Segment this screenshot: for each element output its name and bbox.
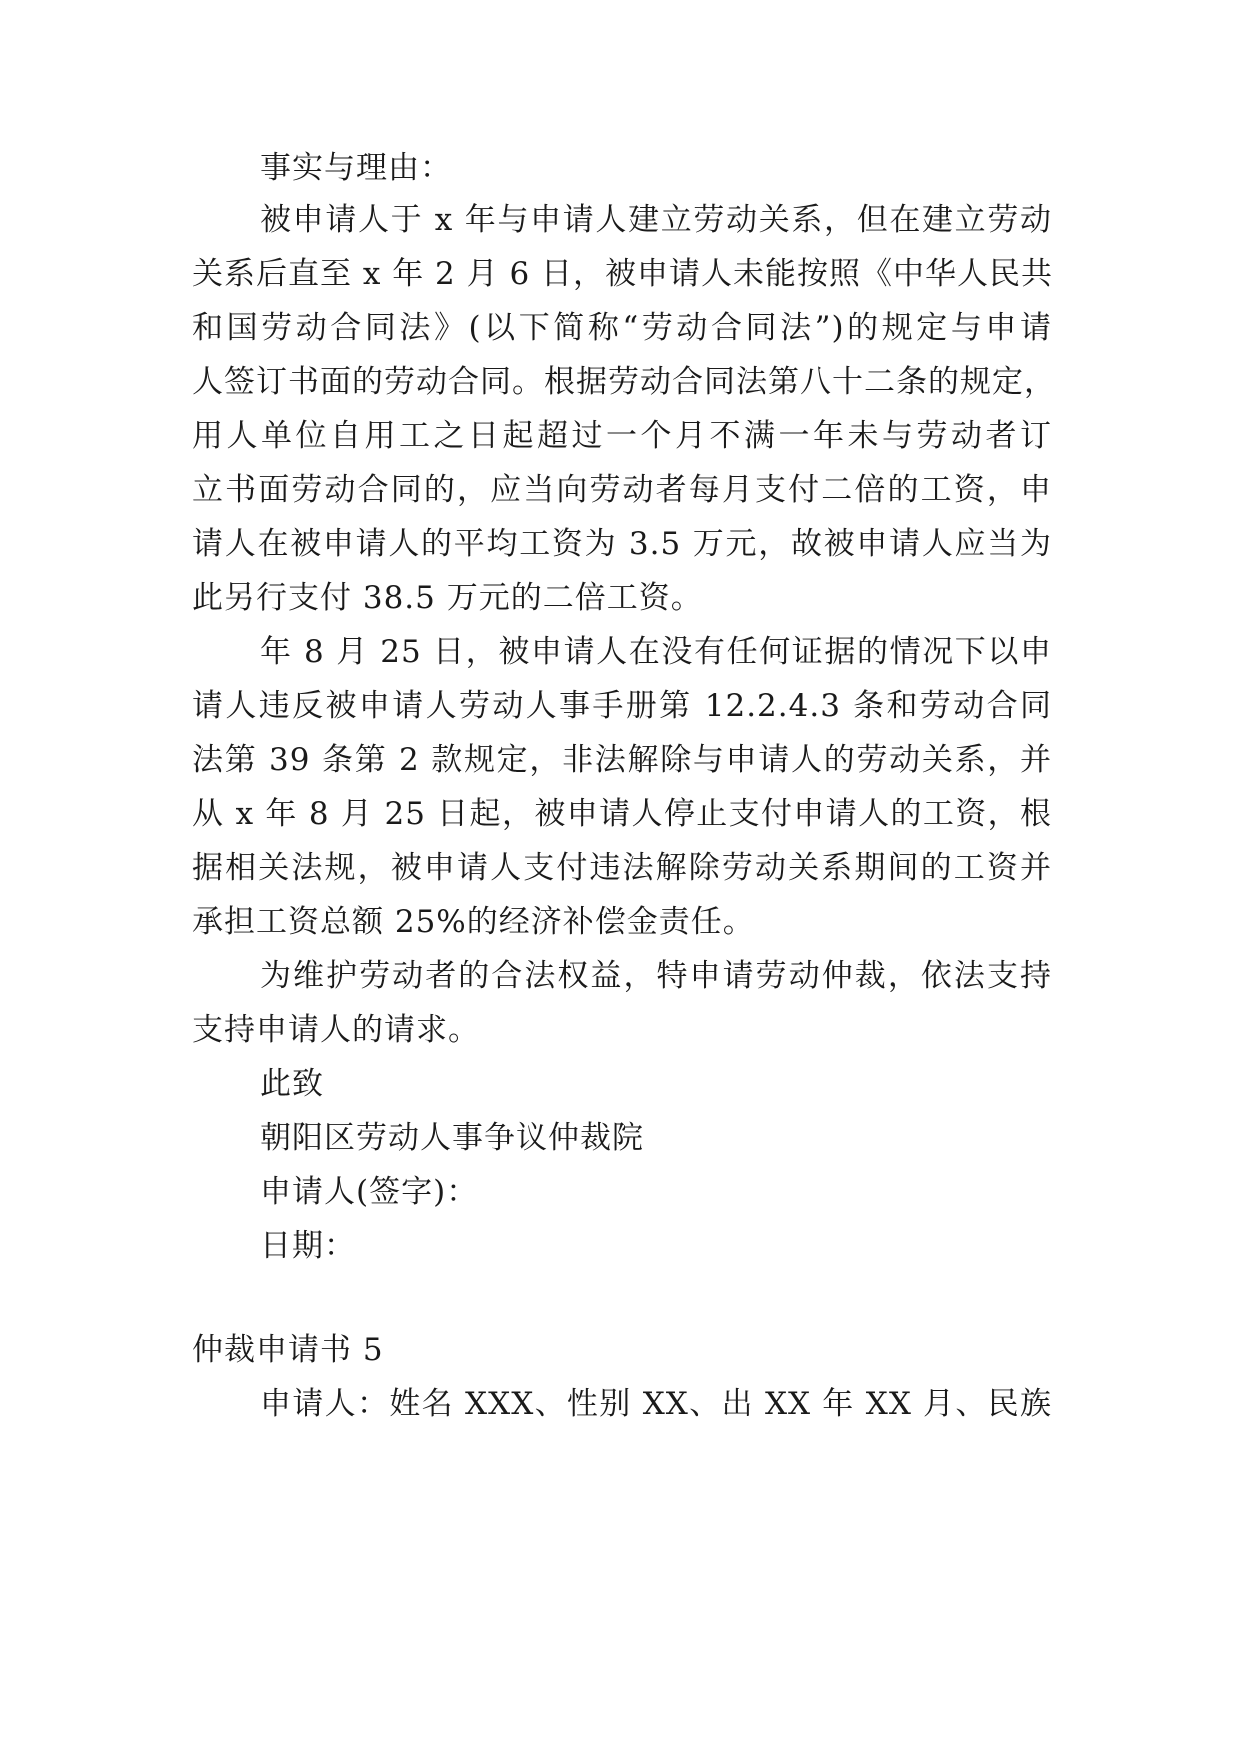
closing-recipient: 朝阳区劳动人事争议仲裁院: [260, 1120, 644, 1156]
paragraph-1-line: 人签订书面的劳动合同。根据劳动合同法第八十二条的规定，: [192, 364, 1056, 400]
paragraph-2-line: 请人违反被申请人劳动人事手册第 12.2.4.3 条和劳动合同: [192, 688, 1052, 724]
date-label: 日期：: [260, 1228, 356, 1264]
next-section-first-line: 申请人：姓名 XXX、性别 XX、出 XX 年 XX 月、民族: [260, 1386, 1052, 1422]
paragraph-3-line: 为维护劳动者的合法权益，特申请劳动仲裁，依法支持: [260, 958, 1052, 994]
paragraph-3-line: 支持申请人的请求。: [192, 1012, 480, 1048]
paragraph-1-line: 立书面劳动合同的，应当向劳动者每月支付二倍的工资，申: [192, 472, 1052, 508]
section-heading: 事实与理由：: [260, 150, 452, 186]
paragraph-2-line: 承担工资总额 25%的经济补偿金责任。: [192, 904, 755, 940]
signature-label: 申请人(签字)：: [260, 1174, 479, 1210]
paragraph-1-line: 被申请人于 x 年与申请人建立劳动关系，但在建立劳动: [260, 202, 1052, 238]
paragraph-2-line: 法第 39 条第 2 款规定，非法解除与申请人的劳动关系，并: [192, 742, 1052, 778]
next-section-title: 仲裁申请书 5: [192, 1332, 384, 1368]
paragraph-1-line: 关系后直至 x 年 2 月 6 日，被申请人未能按照《中华人民共: [192, 256, 1054, 292]
paragraph-2-line: 据相关法规，被申请人支付违法解除劳动关系期间的工资并: [192, 850, 1052, 886]
paragraph-1-line: 和国劳动合同法》(以下简称“劳动合同法”)的规定与申请: [192, 310, 1052, 346]
paragraph-2-line: 年 8 月 25 日，被申请人在没有任何证据的情况下以申: [260, 634, 1052, 670]
paragraph-1-line: 请人在被申请人的平均工资为 3.5 万元，故被申请人应当为: [192, 526, 1052, 562]
paragraph-2-line: 从 x 年 8 月 25 日起，被申请人停止支付申请人的工资，根: [192, 796, 1052, 832]
paragraph-1-line: 用人单位自用工之日起超过一个月不满一年未与劳动者订: [192, 418, 1052, 454]
paragraph-1-line: 此另行支付 38.5 万元的二倍工资。: [192, 580, 703, 616]
closing-salutation: 此致: [260, 1066, 324, 1102]
